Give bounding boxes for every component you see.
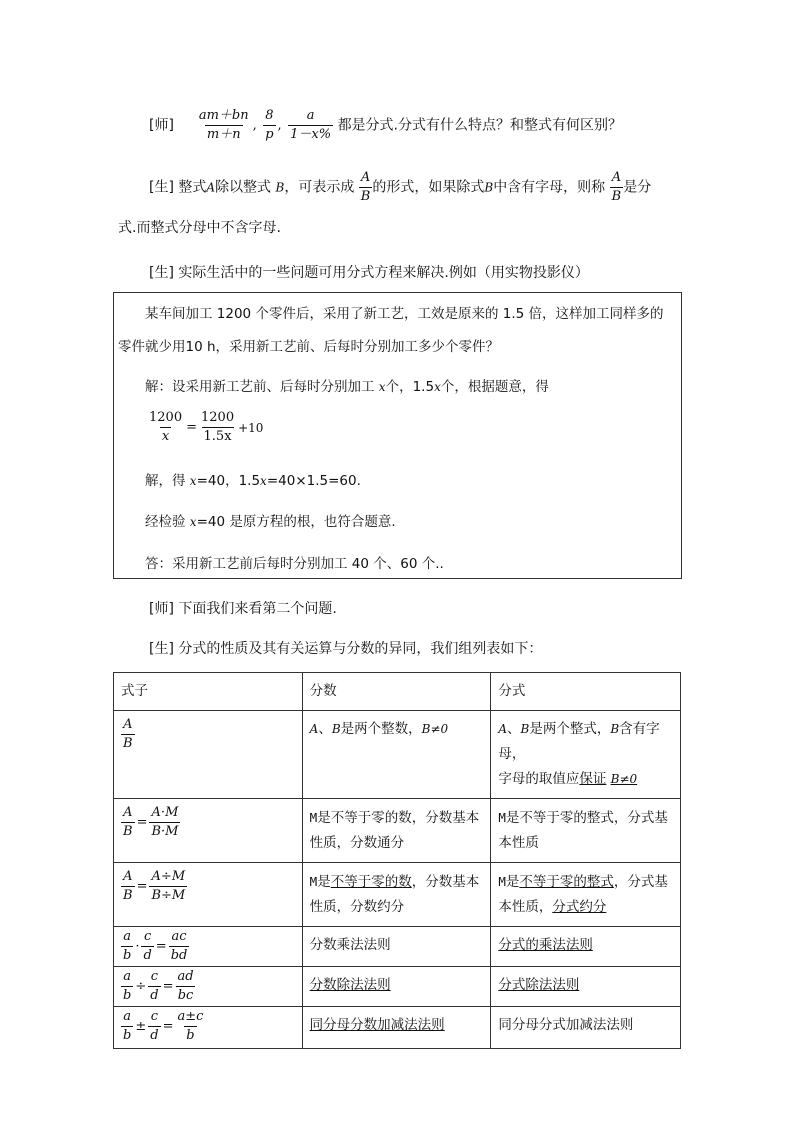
header-formula: 式子 [114,673,303,711]
solve-line: 解，得 x=40，1.5x=40×1.5=60. [145,473,361,489]
table-row: $\frac{A}{B}$ = $\frac{A\div M}{B\div M}$ M是不等于零的数，分数基本 性质，分数约分 M是不等于零的整式，分式基 本性质，分式约分 [114,863,681,927]
problem-line2: 零件就少用10 h，采用新工艺前、后每时分别加工多少个零件？ [118,339,500,355]
table-row: $\frac{A}{B}$ A、B是两个整数，B≠0 A、B是两个整式，B含有字母， 字母的取值应保证 B≠0 [114,711,681,799]
teacher2-line: [师] 下面我们来看第二个问题. [149,601,337,617]
problem-line1: 某车间加工 1200 个零件后，采用了新工艺，工效是原来的 1.5 倍，这样加工同样多的 [145,306,664,322]
table-row: $\frac{a}{b}$ · $\frac{c}{d}$ = $\frac{ac}{bd}$ 分数乘法法则 分式的乘法法则 [114,927,681,967]
table-row: $\frac{A}{B}$ = $\frac{A\cdot M}{B\cdot M}$ M是不等于零的数，分数基本 性质，分数通分 M是不等于零的整式，分式基 本性质 [114,799,681,863]
answer-line: 答：采用新工艺前后每时分别加工 40 个、60 个.. [145,556,444,572]
check-line: 经检验 x=40 是原方程的根，也符合题意. [145,514,396,530]
teacher-tag: [师] [149,117,174,134]
student3-line: [生] 分式的性质及其有关运算与分数的异同，我们组列表如下： [149,641,543,657]
table-row: $\frac{a}{b}$ ± $\frac{c}{d}$ = $\frac{a\pm c}{b}$ 同分母分数加减法法则 同分母分式加减法法则 [114,1007,681,1049]
comparison-table [113,672,681,1049]
fraction-am-bn: $\frac{am+bn}{m+n}$ [198,108,249,142]
fraction-8-p: $\frac{8}{p}$ [265,108,274,142]
student2-line: [生] 实际生活中的一些问题可用分式方程来解决.例如（用实物投影仪） [149,265,589,281]
equation: $\frac{1200}{x}$ = $\frac{1200}{1.5x}$ +10 [149,410,264,444]
fraction-a-over-b: $\frac{A}{B}$ [360,170,371,204]
fraction-a-1-x: $\frac{a}{1-x\%}$ [290,108,332,142]
student1-line2: 式.而整式分母中不含字母. [118,220,281,236]
fraction-a-over-b-2: $\frac{A}{B}$ [611,170,622,204]
intro-question: 都是分式.分式有什么特点？和整式有何区别？ [337,117,623,134]
header-algebraic-fraction: 分式 [491,673,681,711]
solution-setup: 解：设采用新工艺前、后每时分别加工 x个，1.5x个，根据题意，得 [145,379,549,395]
table-header-row [114,673,681,711]
table-row: $\frac{a}{b}$ ÷ $\frac{c}{d}$ = $\frac{ad}{bc}$ 分数除法法则 分式除法法则 [114,967,681,1007]
intro-line: [师] $\frac{am+bn}{m+n}$ , $\frac{8}{p}$ , $\frac{a}{1-x\%}$ 都是分式.分式有什么特点？和整式有何区别？ [149,108,623,142]
header-fraction: 分数 [302,673,491,711]
student1-line1: [生] 整式A除以整式 B，可表示成 $\frac{A}{B}$ 的形式，如果除式B中含有字母，则称 $\frac{A}{B}$ 是分 [149,170,652,204]
